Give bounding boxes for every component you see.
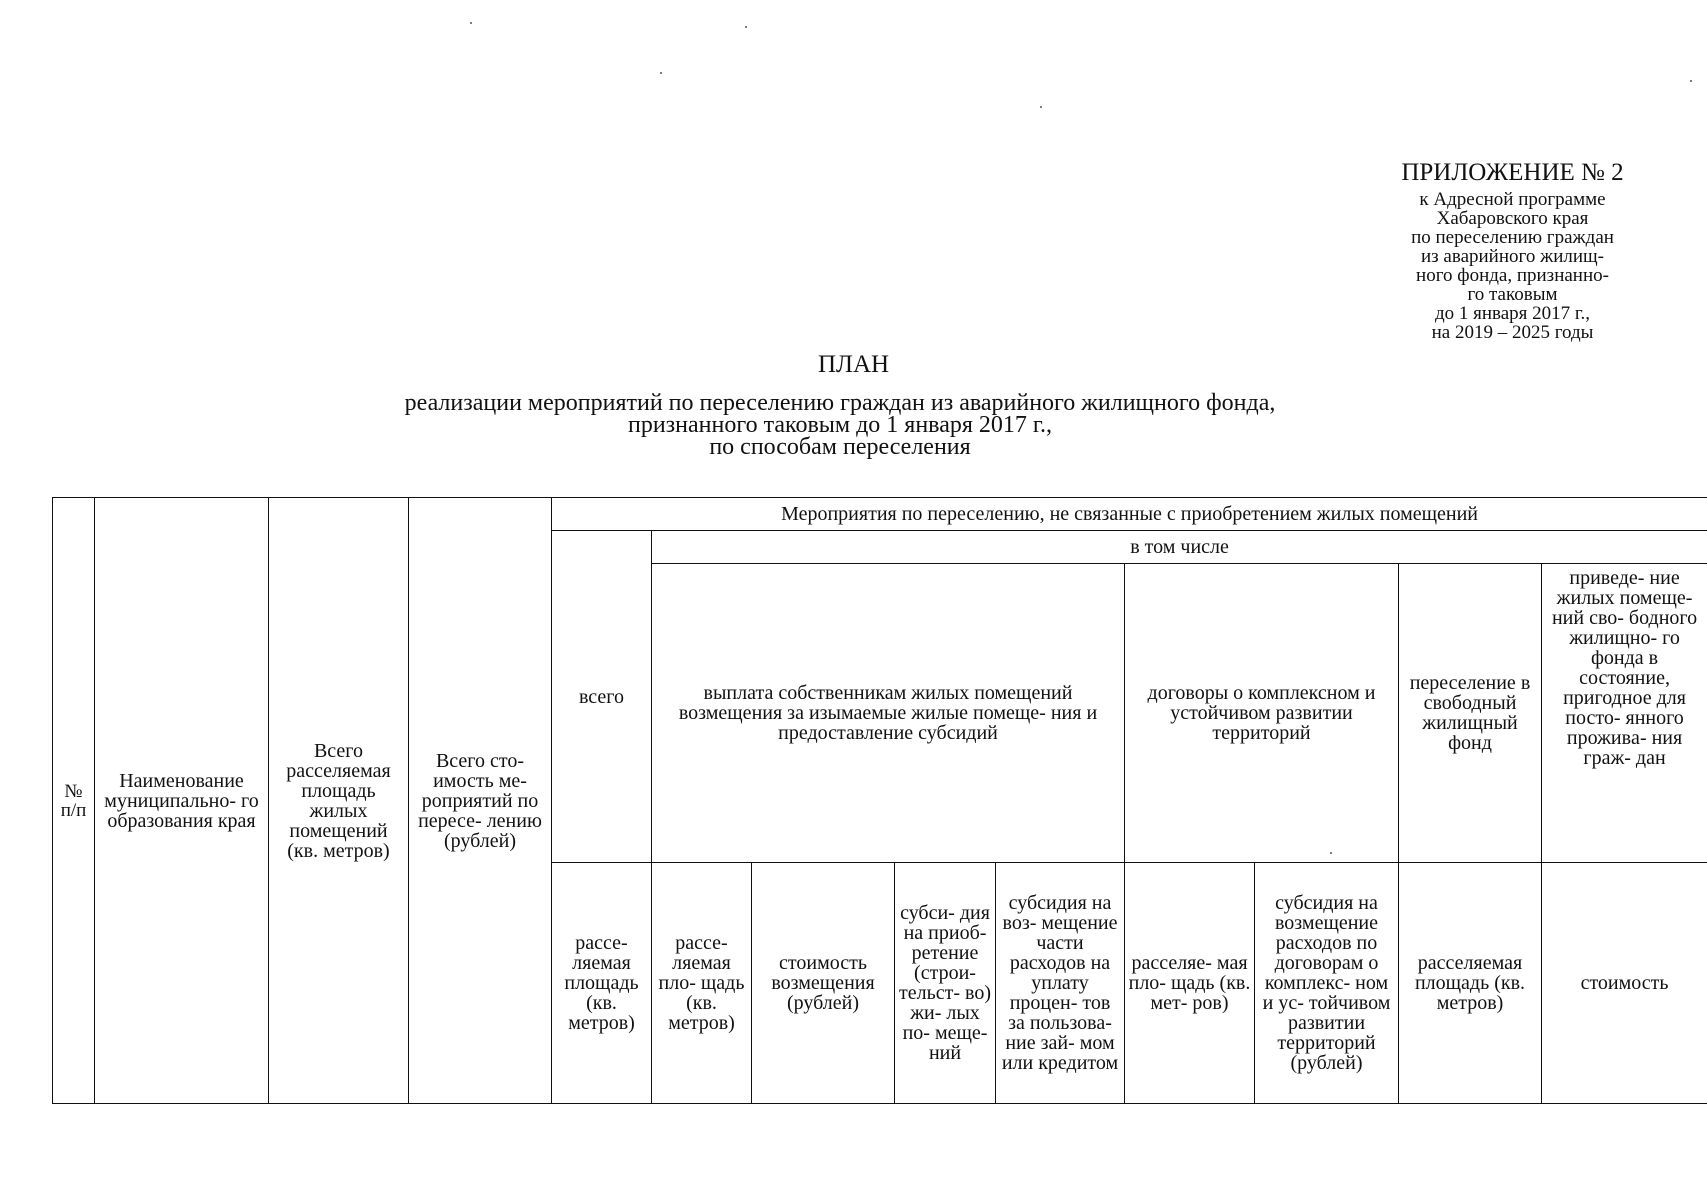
scan-speck	[470, 22, 472, 24]
appendix-line: го таковым	[1467, 284, 1558, 305]
scan-speck	[660, 72, 662, 74]
plan-subtitle-line: реализации мероприятий по переселению граждан из аварийного жилищного фонда,	[404, 390, 1276, 416]
scan-speck	[1330, 852, 1332, 854]
header-total: всего	[552, 531, 652, 863]
subheader-acquisition-subsidy: субси- дия на приоб- ретение (строи- тельст- во) жи- лых по- меще- ний	[895, 863, 996, 1104]
header-including: в том числе	[652, 531, 1707, 564]
appendix-title: ПРИЛОЖЕНИЕ № 2	[1401, 159, 1624, 186]
plan-title: ПЛАН	[817, 351, 890, 378]
subheader-interest-subsidy: субсидия на воз- мещение части расходов на уплату процен- тов за пользова- ние зай- мом или кредитом	[996, 863, 1125, 1104]
plan-table-wrapper	[52, 497, 1707, 1105]
header-num: № п/п	[53, 498, 95, 1104]
subheader-bringing-cost: стоимость	[1542, 863, 1707, 1104]
appendix-line: из аварийного жилищ-	[1421, 246, 1604, 267]
appendix-line: на 2019 – 2025 годы	[1431, 322, 1594, 343]
header-payment-group: выплата собственникам жилых помещений возмещения за изымаемые жилые помеще- ния и предоставление субсидий	[652, 564, 1125, 863]
header-free-fund: переселение в свободный жилищный фонд	[1399, 564, 1542, 863]
header-group-measures: Мероприятия по переселению, не связанные с приобретением жилых помещений	[552, 498, 1707, 531]
appendix-line: Хабаровского края	[1436, 208, 1589, 229]
appendix-line: ного фонда, признанно-	[1416, 265, 1609, 286]
subheader-contracts-subsidy: субсидия на возмещение расходов по договорам о комплекс- ном и ус- тойчивом развитии территорий (рублей)	[1255, 863, 1399, 1104]
header-contracts-group: договоры о комплексном и устойчивом развитии территорий	[1125, 564, 1399, 863]
table-header-row	[53, 498, 1707, 531]
scan-speck	[745, 26, 747, 28]
subheader-free-fund-area: расселяемая площадь (кв. метров)	[1399, 863, 1542, 1104]
scan-speck	[1690, 80, 1692, 82]
appendix-line: к Адресной программе	[1419, 189, 1606, 210]
subheader-total-area: рассе- ляемая площадь (кв. метров)	[552, 863, 652, 1104]
plan-subtitle-line: по способам переселения	[709, 434, 971, 460]
header-municipality: Наименование муниципально- го образования края	[95, 498, 269, 1104]
plan-subtitle-line: признанного таковым до 1 января 2017 г.,	[627, 412, 1053, 438]
plan-subtitle	[270, 392, 1410, 458]
plan-table	[52, 497, 1707, 1104]
appendix-line: до 1 января 2017 г.,	[1434, 303, 1591, 324]
appendix-block	[1350, 158, 1675, 342]
subheader-payment-area: рассе- ляемая пло- щадь (кв. метров)	[652, 863, 752, 1104]
subheader-contracts-area: расселяе- мая пло- щадь (кв. мет- ров)	[1125, 863, 1255, 1104]
subheader-payment-cost: стоимость возмещения (рублей)	[752, 863, 895, 1104]
header-bringing: приведе- ние жилых помеще- ний сво- бодного жилищно- го фонда в состояние, пригодное для посто- янного проживa- ния граж- дан	[1542, 564, 1707, 863]
appendix-line: по переселению граждан	[1411, 227, 1614, 248]
header-total-cost: Всего сто- имость ме- роприятий по пересе- лению (рублей)	[409, 498, 552, 1104]
scan-speck	[1040, 106, 1042, 108]
header-total-area: Всего расселяемая площадь жилых помещений (кв. метров)	[269, 498, 409, 1104]
